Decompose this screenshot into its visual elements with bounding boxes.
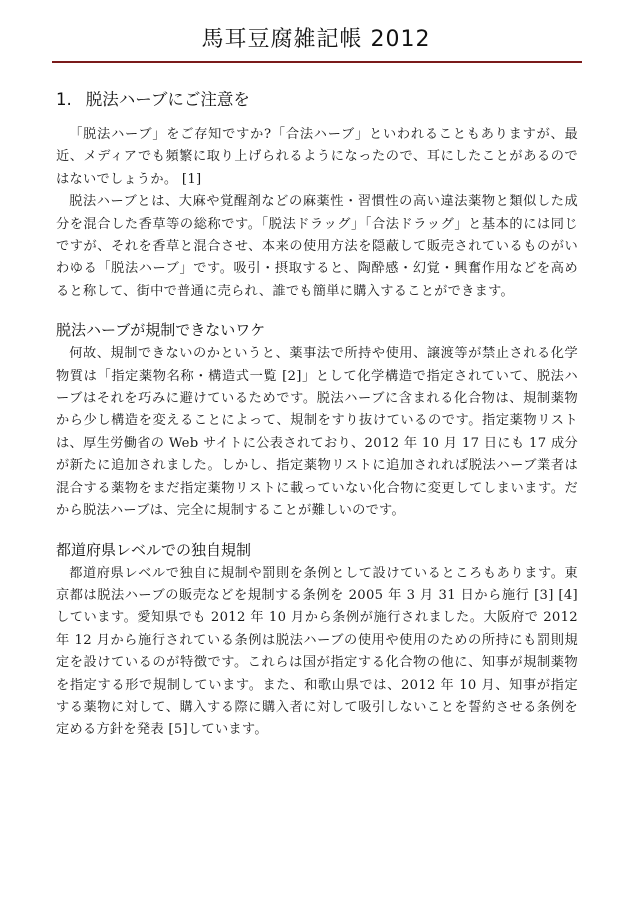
paragraph: 都道府県レベルで独自に規制や罰則を条例として設けているところもあります。東京都は脱法ハーブの販売などを規制する条例を 2005 年 3 月 31 日から施行 [3] [4]しています。愛知県でも 2012 年 10 月から条例が施行されました。大阪府で 2012 年 12 月から施行されている条例は脱法ハーブの使用や使用のための所持にも罰則規定を設けているのが特徴です。これらは国が指定する化合物の他に、知事が規制薬物を指定する形で規制しています。また、和歌山県では、2012 年 10 月、知事が指定する薬物に対して、購入する際に購入者に対して吸引しないことを誓約させる条例を定める方針を発表 [5]しています。	[56, 565, 578, 738]
section-title: 脱法ハーブにご注意を	[85, 90, 250, 109]
subsection-heading: 都道府県レベルでの独自規制	[56, 540, 252, 559]
paragraph: 「脱法ハーブ」をご存知ですか?「合法ハーブ」といわれることもありますが、最近、メディアでも頻繁に取り上げられるようになったので、耳にしたことがあるのではないでしょうか。 [1]	[56, 127, 578, 187]
paragraph: 脱法ハーブとは、大麻や覚醒剤などの麻薬性・習慣性の高い違法薬物と類似した成分を混合した香草等の総称です。「脱法ドラッグ」「合法ドラッグ」と基本的には同じですが、それを香草と混合させ、本来の使用方法を隠蔽して販売されているものがいわゆる「脱法ハーブ」です。吸引・摂取すると、陶酔感・幻覚・興奮作用などを高めると称して、街中で普通に売られ、誰でも簡単に購入することができます。	[56, 194, 578, 299]
page-title: 馬耳豆腐雑記帳 2012	[201, 27, 431, 52]
section-heading	[56, 88, 578, 112]
section-number: 1.	[56, 90, 72, 109]
document-body	[56, 88, 578, 742]
paragraph: 何故、規制できないのかというと、薬事法で所持や使用、譲渡等が禁止される化学物質は「指定薬物名称・構造式一覧 [2]」として化学構造で指定されていて、脱法ハーブはそれを巧みに避けているためです。脱法ハーブに含まれる化合物は、規制薬物から少し構造を変えることによって、規制をすり抜けているのです。指定薬物リストは、厚生労働省の Web サイトに公表されており、2012 年 10 月 17 日にも 17 成分が新たに追加されました。しかし、指定薬物リストに追加されれば脱法ハーブ業者は混合する薬物をまだ指定薬物リストに載っていない化合物に変更してしまいます。だから脱法ハーブは、完全に規制することが難しいのです。	[56, 346, 578, 519]
page-header	[0, 22, 632, 53]
header-divider	[52, 61, 582, 63]
subsection-heading: 脱法ハーブが規制できないワケ	[56, 321, 266, 340]
